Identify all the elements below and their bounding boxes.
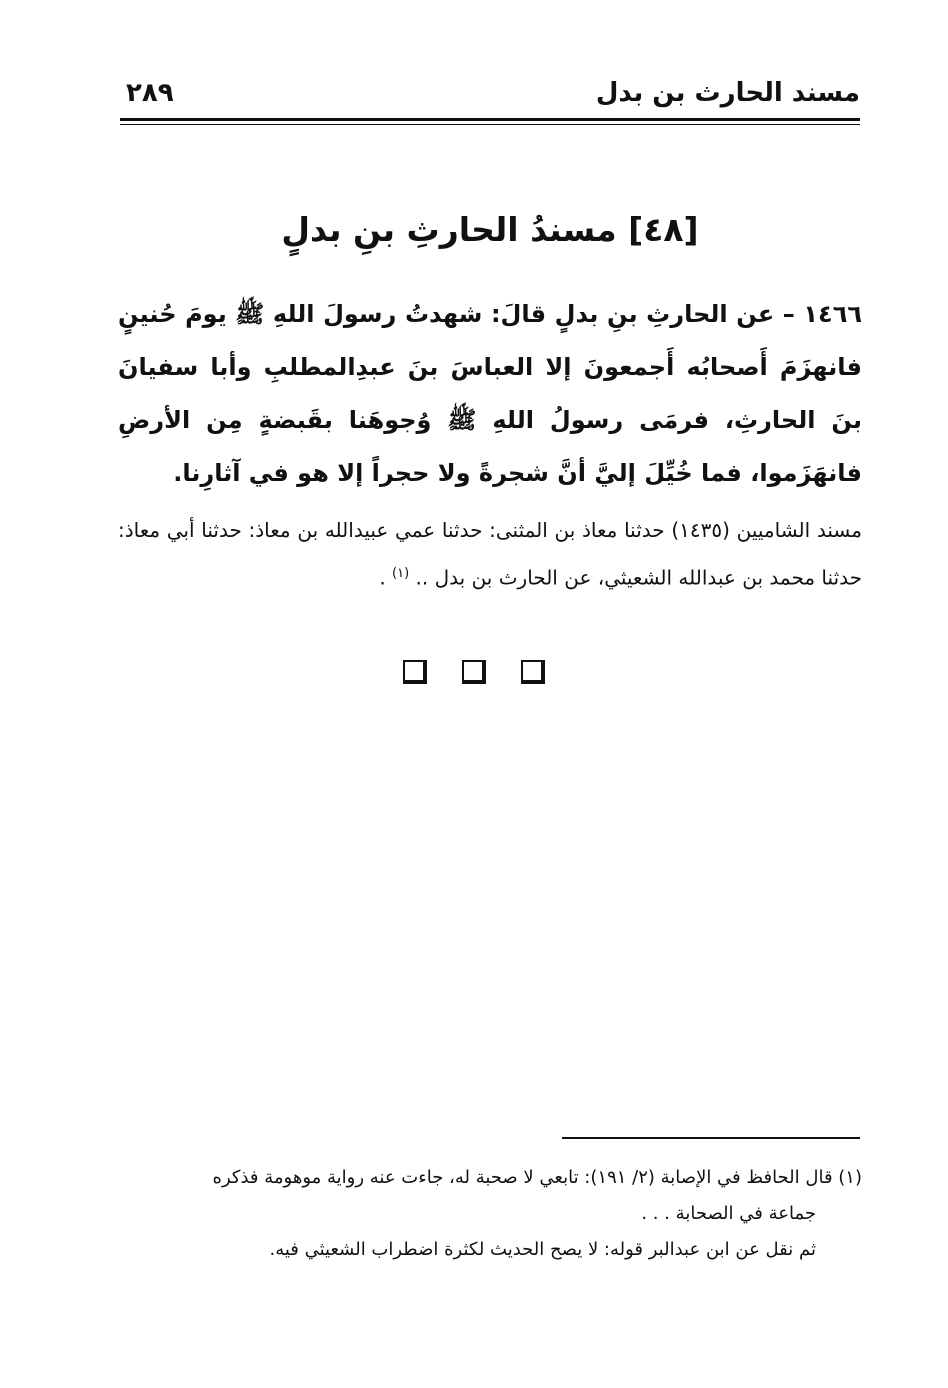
header-rule-thin (120, 124, 860, 125)
footnote-line: جماعة في الصحابة . . . (641, 1203, 816, 1224)
page-header (120, 74, 860, 120)
section-separator (0, 660, 948, 684)
separator-box-icon (403, 660, 427, 684)
source-text: مسند الشاميين (١٤٣٥) حدثنا معاذ بن المثنى: حدثنا عمي عبيدالله بن معاذ: حدثنا أبي معاذ: حدثنا محمد بن عبدالله الشعيثي، عن الحارث بن بدل .. (118, 518, 862, 590)
footnote-rule (562, 1137, 860, 1139)
footnote-line: (١) قال الحافظ في الإصابة (٢/ ١٩١): تابعي لا صحبة له، جاءت عنه رواية موهومة فذكره (212, 1167, 862, 1188)
footnote-reference: (١) (392, 566, 410, 581)
page-number: ٢٨٩ (126, 78, 174, 108)
footnotes (118, 1160, 862, 1268)
hadith-text: ١٤٦٦ – عن الحارثِ بنِ بدلٍ قالَ: شهدتُ رسولَ اللهِ ﷺ يومَ حُنينٍ فانهزَمَ أَصحابُه أَجمعونَ إلا العباسَ بنَ عبدِالمطلبِ وأبا سفيانَ بنَ الحارثِ، فرمَى رسولُ اللهِ ﷺ وُجوهَنا بقَبضةٍ مِن الأرضِ فانهَزَموا، فما خُيِّلَ إليَّ أنَّ شجرةً ولا حجراً إلا هو في آثارِنا. (118, 300, 862, 487)
footnote-line: ثم نقل عن ابن عبدالبر قوله: لا يصح الحديث لكثرة اضطراب الشعيثي فيه. (269, 1239, 816, 1260)
source-end: . (379, 565, 386, 590)
section-title: [٤٨] مسندُ الحارثِ بنِ بدلٍ (281, 210, 699, 249)
separator-box-icon (521, 660, 545, 684)
source-citation (118, 508, 862, 600)
header-rule-thick (120, 118, 860, 121)
separator-box-icon (462, 660, 486, 684)
running-title: مسند الحارث بن بدل (595, 78, 860, 108)
